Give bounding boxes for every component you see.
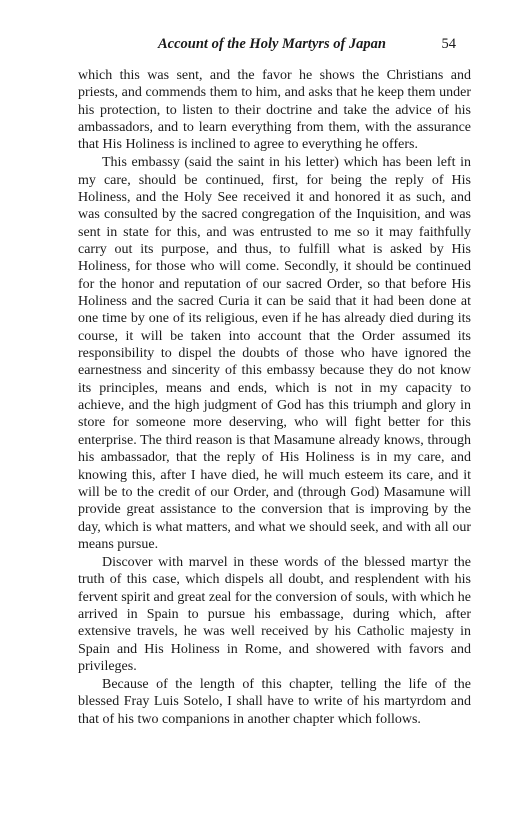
running-title: Account of the Holy Martyrs of Japan [158, 36, 386, 52]
paragraph: This embassy (said the saint in his letter) which has been left in my care, should be continued, first, for being the reply of His Holiness, and the Holy See received it and honored it as such, and was consulted by the sacred congregation of the Inquisition, and was sent in state for this, and was entrusted to me so it may faithfully carry out its purpose, and thus, to fulfill what is asked by His Holiness, for those who will come. Secondly, it should be continued for the honor and reputation of our sacred Order, so that before His Holiness and the sacred Curia it can be said that it had been done at one time by one of its religious, even if he has already died during its course, it will be taken into account that the Order assumed its responsibility to dispel the doubts of those who have ignored the earnestness and sincerity of this embassy because they do not know its principles, means and ends, which is not in my capacity to achieve, and the high judgment of God has this triumph and glory in store for someone more deserving, who will fight better for this enterprise. The third reason is that Masamune already knows, through his ambassador, that the reply of His Holiness is in my care, and knowing this, after I have died, he will much esteem its care, and it will be to the credit of our Order, and (through God) Masamune will provide great assistance to the conversion that is improving by the day, which is what matters, and what we should seek, and with all our means pursue. [78, 155, 471, 552]
paragraph: Because of the length of this chapter, telling the life of the blessed Fray Luis Sotelo, I shall have to write of his martyrdom and that of his two companions in another chapter which follows. [78, 676, 471, 727]
paragraph-continued: which this was sent, and the favor he shows the Christians and priests, and commends them to him, and asks that he keep them under his protection, to listen to their doctrine and take the advice of his ambassadors, and to learn everything from them, with the assurance that His Holiness is inclined to agree to everything he offers. [78, 68, 471, 153]
paragraph: Discover with marvel in these words of the blessed martyr the truth of this case, which dispels all doubt, and resplendent with his fervent spirit and great zeal for the conversion of souls, with which he arrived in Spain to pursue his embassage, during which, after extensive travels, he was well received by his Catholic majesty in Spain and His Holiness in Rome, and showered with favors and privileges. [78, 554, 471, 674]
body-text [78, 67, 471, 728]
running-header [78, 33, 471, 55]
page-number: 54 [441, 36, 456, 52]
